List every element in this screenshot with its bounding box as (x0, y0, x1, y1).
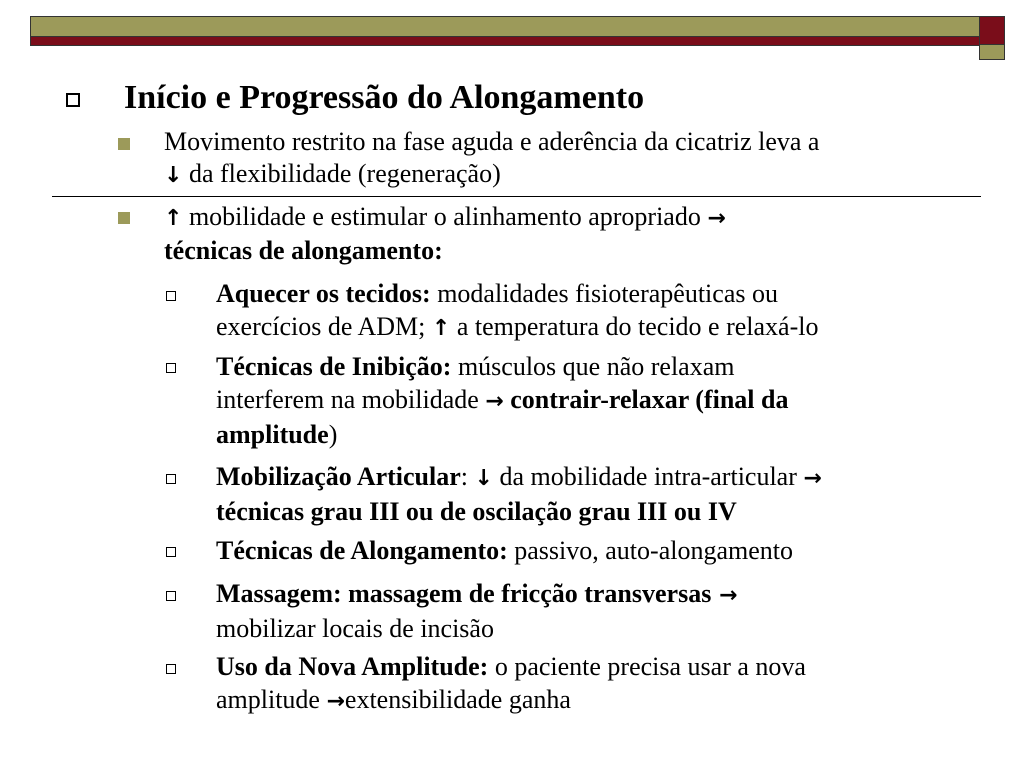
square-bullet-icon (118, 138, 130, 150)
subpoint-1-text3: a temperatura do tecido e relaxá-lo (450, 312, 819, 341)
subpoint-1-text2: exercícios de ADM; (216, 312, 432, 341)
point-1-text (164, 126, 974, 192)
subpoint-6-bold: Uso da Nova Amplitude: (216, 652, 489, 681)
subpoint-1-text1: modalidades fisioterapêuticas ou (430, 279, 778, 308)
hollow-square-bullet-icon (66, 93, 80, 107)
point-2-bold: técnicas de alongamento: (164, 236, 443, 265)
subpoint-4-text1: passivo, auto-alongamento (507, 536, 793, 565)
subpoint-3-bold2: técnicas grau III ou de oscilação grau III ou IV (216, 497, 737, 526)
subpoint-6 (216, 650, 986, 718)
arrow-down-icon: ↓ (164, 163, 183, 188)
arrow-up-icon: ↑ (431, 316, 451, 341)
slide-title: Início e Progressão do Alongamento (124, 79, 645, 116)
point-2-text-main: mobilidade e estimular o alinhamento apropriado (182, 202, 708, 231)
hollow-square-bullet-icon (166, 547, 176, 557)
hollow-square-bullet-icon (166, 591, 176, 601)
subpoint-5-text2: mobilizar locais de incisão (216, 614, 494, 643)
arrow-right-icon: → (485, 389, 504, 414)
arrow-down-icon: ↓ (474, 466, 493, 491)
subpoint-2-bold: Técnicas de Inibição: (216, 352, 452, 381)
subpoint-2-bold3: amplitude (216, 420, 329, 449)
subpoint-4-bold: Técnicas de Alongamento: (216, 536, 508, 565)
subpoint-3-bold: Mobilização Articular (216, 462, 461, 491)
subpoint-6-text3: extensibilidade ganha (344, 685, 571, 714)
square-bullet-icon (118, 212, 130, 224)
subpoint-2-text2: interferem na mobilidade (216, 385, 486, 414)
arrow-up-icon: ↑ (164, 206, 183, 231)
arrow-right-icon: → (326, 689, 345, 714)
point-2-text (164, 201, 974, 267)
subpoint-3 (216, 460, 986, 528)
arrow-right-icon: → (711, 583, 738, 608)
subpoint-3-text1: : (460, 462, 475, 491)
subpoint-5 (216, 577, 986, 645)
arrow-right-icon: → (803, 466, 822, 491)
subpoint-5-bold: Massagem: massagem de fricção transversas (216, 579, 712, 608)
point-1-line2: da flexibilidade (regeneração) (182, 159, 501, 188)
hollow-square-bullet-icon (166, 664, 176, 674)
subpoint-2-text1: músculos que não relaxam (451, 352, 735, 381)
hollow-square-bullet-icon (166, 363, 176, 373)
subpoint-1 (216, 277, 986, 345)
arrow-right-icon: → (707, 206, 726, 231)
hollow-square-bullet-icon (166, 474, 176, 484)
hollow-square-bullet-icon (166, 291, 176, 301)
point-1-line1: Movimento restrito na fase aguda e aderência da cicatriz leva a (164, 127, 820, 156)
subpoint-6-text1: o paciente precisa usar a nova (488, 652, 806, 681)
subpoint-6-text2: amplitude (216, 685, 327, 714)
subpoint-2-bold2: contrair-relaxar (final da (503, 385, 789, 414)
subpoint-2 (216, 350, 986, 451)
subpoint-4 (216, 534, 986, 567)
subpoint-1-bold: Aquecer os tecidos: (216, 279, 431, 308)
subpoint-2-text3: ) (328, 420, 338, 449)
subpoint-3-text2: da mobilidade intra-articular (492, 462, 804, 491)
